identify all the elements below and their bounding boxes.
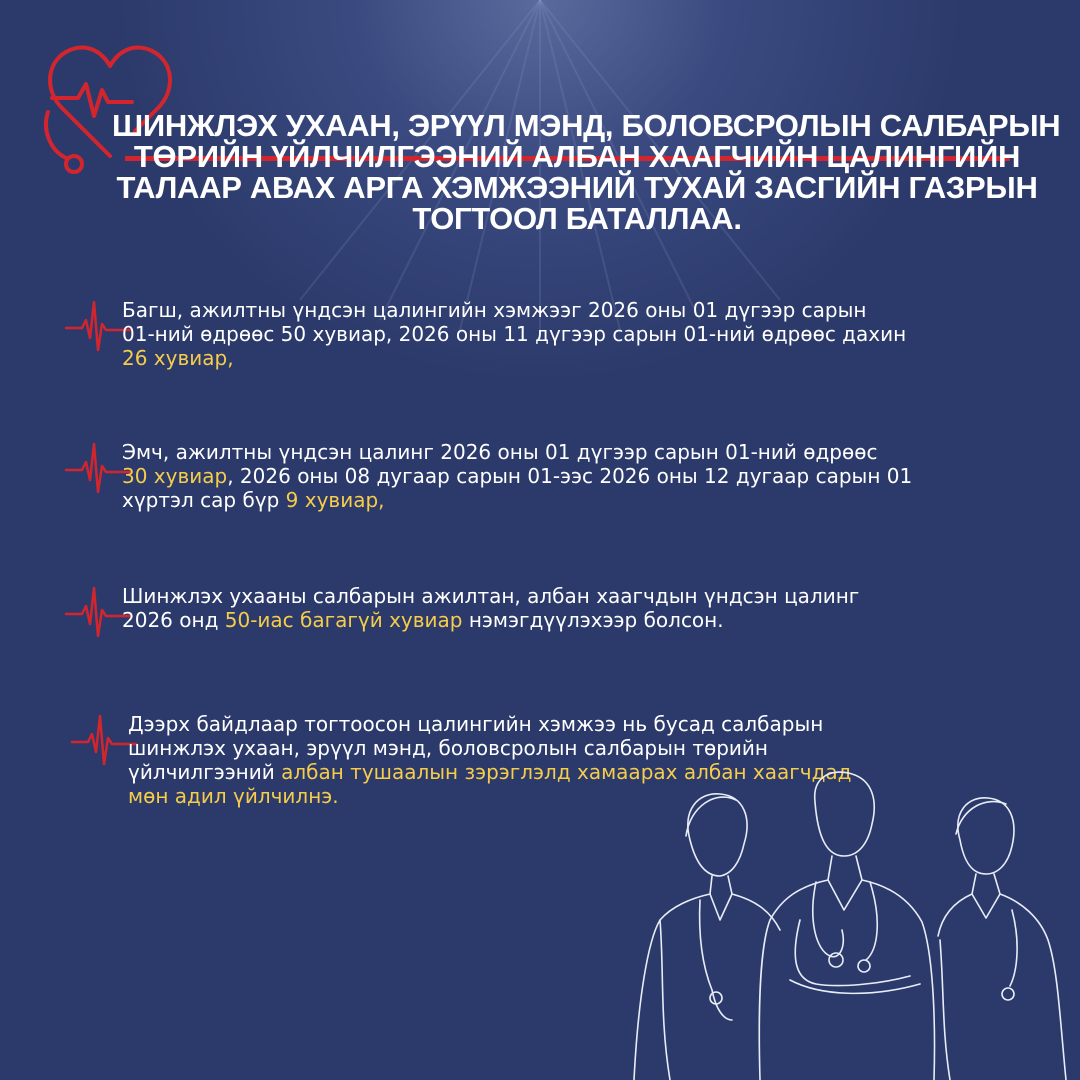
title-line-3: ТАЛААР АВАХ АРГА ХЭМЖЭЭНИЙ ТУХАЙ ЗАСГИЙН ГАЗРЫН: [116, 170, 1038, 205]
title-line-4: ТОГТООЛ БАТАЛЛАА.: [412, 201, 742, 236]
list-item-text: Шинжлэх ухааны салбарын ажилтан, албан хаагчдын үндсэн цалинг 2026 онд 50-иас багагүй хувиар нэмэгдүүлэхээр болсон.: [122, 584, 860, 632]
medical-staff-illustration: [620, 770, 1080, 1080]
list-item-text: Дээрх байдлаар тогтоосон цалингийн хэмжээ нь бусад салбарын шинжлэх ухаан, эрүүл мэнд, боловсролын салбарын төрийн үйлчилгээний албан тушаалын зэрэглэлд хамаарах албан хаагчдад мөн адил үйлчилнэ.: [128, 712, 852, 808]
title-line-1: ШИНЖЛЭХ УХААН, ЭРҮҮЛ МЭНД, БОЛОВСРОЛЫН САЛБАРЫН: [112, 108, 1061, 143]
list-item-text: Эмч, ажилтны үндсэн цалинг 2026 оны 01 дүгээр сарын 01-ний өдрөөс 30 хувиар, 2026 оны 08 дугаар сарын 01-ээс 2026 оны 12 дугаар сарын 01 хүртэл сар бүр 9 хувиар,: [122, 440, 913, 512]
list-item-text: Багш, ажилтны үндсэн цалингийн хэмжээг 2026 оны 01 дүгээр сарын 01-ний өдрөөс 50 хувиар, 2026 оны 11 дүгээр сарын 01-ний өдрөөс дахин 26 хувиар,: [122, 298, 907, 370]
title-line-2: ТӨРИЙН ҮЙЛЧИЛГЭЭНИЙ АЛБАН ХААГЧИЙН ЦАЛИНГИЙН: [133, 139, 1021, 174]
page-title: [112, 108, 1061, 236]
